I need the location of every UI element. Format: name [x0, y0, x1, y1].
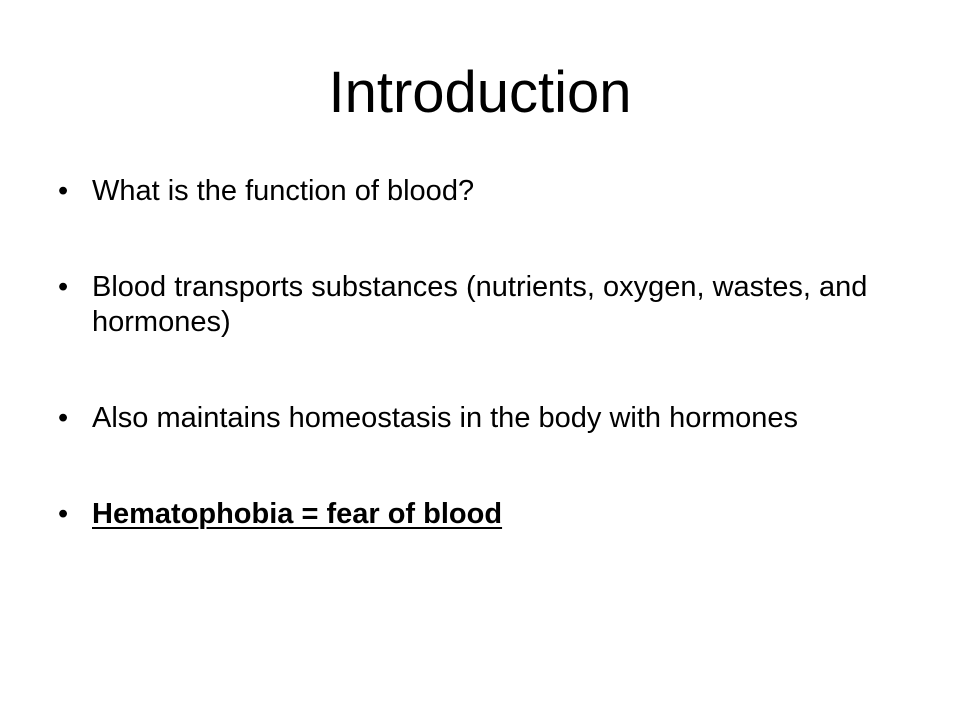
- bullet-item: [58, 270, 908, 340]
- bullet-marker: •: [58, 402, 69, 434]
- bullet-text: Hematophobia = fear of blood: [92, 498, 503, 530]
- slide-title: Introduction: [328, 60, 632, 125]
- bullet-text: What is the function of blood?: [92, 175, 475, 207]
- bullet-item: [58, 174, 908, 209]
- bullet-item-emphasized: [58, 497, 908, 532]
- bullet-item: [58, 401, 908, 436]
- bullet-marker: •: [58, 498, 69, 530]
- bullet-marker: •: [58, 175, 69, 207]
- bullet-list: [58, 174, 908, 593]
- bullet-text: Blood transports substances (nutrients, oxygen, wastes, and hormones): [92, 271, 868, 338]
- bullet-marker: •: [58, 271, 69, 303]
- bullet-text: Also maintains homeostasis in the body with hormones: [92, 402, 799, 434]
